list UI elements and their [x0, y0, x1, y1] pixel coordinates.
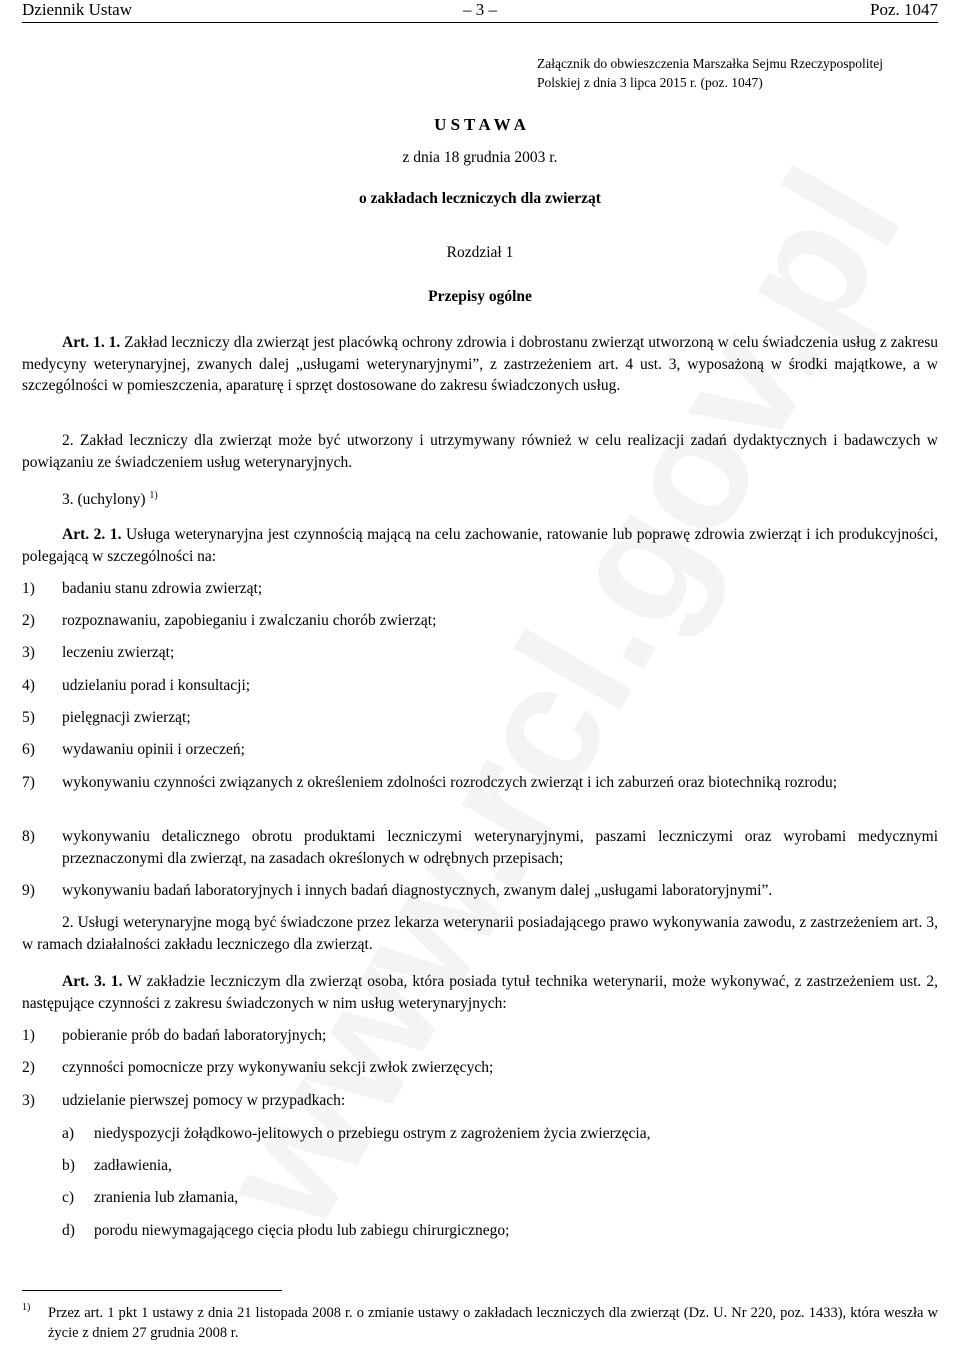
list-item-text: rozpoznawaniu, zapobieganiu i zwalczaniu chorób zwierząt; [62, 612, 437, 629]
list-item-text: wykonywaniu detalicznego obrotu produktami leczniczymi weterynaryjnymi, paszami leczniczymi oraz wyrobami medycznymi przeznaczonymi dla zwierząt, na zasadach określonych w odrębnych przepisach; [62, 828, 938, 867]
sub-list-item-letter: a) [62, 1125, 75, 1142]
art1-label: Art. 1. 1. [62, 334, 121, 351]
art1-para3-text: 3. (uchylony) [62, 491, 146, 509]
sub-list-item-letter: d) [62, 1222, 75, 1239]
page-header [22, 0, 938, 23]
sub-list-item [62, 1123, 938, 1145]
sub-list-item-text: zranienia lub złamania, [94, 1189, 239, 1206]
list-item-number: 6) [22, 741, 35, 758]
list-item-text: pielęgnacji zwierząt; [62, 709, 191, 726]
list-item-text: udzielaniu porad i konsultacji; [62, 677, 251, 694]
sub-list-item-text: zadławienia, [94, 1157, 172, 1174]
art1-para3 [22, 485, 938, 511]
art3-para1-text: W zakładzie leczniczym dla zwierząt osoba, która posiada tytuł technika weterynarii, może wykonywać, z zastrzeżeniem ust. 2, następujące czynności z zakresu świadczonych w nim usług weterynaryjnych: [22, 973, 938, 1012]
list-item-number: 1) [22, 1027, 35, 1044]
chapter-title: Przepisy ogólne [428, 288, 532, 305]
art2-label: Art. 2. 1. [62, 526, 122, 543]
list-item-number: 3) [22, 1092, 35, 1109]
list-item-number: 8) [22, 828, 35, 845]
list-item-number: 4) [22, 677, 35, 694]
sub-list-item [62, 1155, 938, 1177]
list-item-text: leczeniu zwierząt; [62, 644, 175, 661]
chapter-heading: Rozdział 1 [446, 244, 514, 261]
list-item-text: wydawaniu opinii i orzeczeń; [62, 741, 245, 758]
list-item [22, 772, 938, 794]
list-item [22, 610, 938, 632]
list-item-text: wykonywaniu czynności związanych z określeniem zdolności rozrodczych zwierząt i ich zaburzeń oraz biotechniką rozrodu; [62, 774, 838, 791]
art3-para1 [22, 971, 938, 1014]
art3-label: Art. 3. 1. [62, 973, 123, 990]
annex-line-2: Polskiej z dnia 3 lipca 2015 r. (poz. 1047) [537, 75, 763, 90]
page-number: – 3 – [463, 0, 497, 19]
list-item-text: czynności pomocnicze przy wykonywaniu sekcji zwłok zwierzęcych; [62, 1059, 494, 1076]
list-item-number: 3) [22, 644, 35, 661]
list-item [22, 1090, 938, 1112]
list-item-number: 1) [22, 580, 35, 597]
act-date: z dnia 18 grudnia 2003 r. [402, 149, 558, 166]
list-item [22, 826, 938, 869]
journal-name: Dziennik Ustaw [22, 0, 133, 19]
list-item-number: 7) [22, 774, 35, 791]
art2-para1-text: Usługa weterynaryjna jest czynnością mającą na celu zachowanie, ratowanie lub poprawę zdrowia zwierząt i ich produkcyjności, polegającą w szczególności na: [22, 526, 938, 565]
annex-note [537, 54, 937, 92]
list-item-number: 9) [22, 882, 35, 899]
footnote-mark: 1) [22, 1302, 31, 1313]
list-item [22, 1025, 938, 1047]
art2-para2: 2. Usługi weterynaryjne mogą być świadczone przez lekarza weterynarii posiadającego prawo wykonywania zawodu, z zastrzeżeniem art. 3, w ramach działalności zakładu leczniczego dla zwierząt. [22, 914, 938, 953]
list-item-number: 5) [22, 709, 35, 726]
list-item-text: udzielanie pierwszej pomocy w przypadkach: [62, 1092, 346, 1109]
act-title: o zakładach leczniczych dla zwierząt [359, 190, 601, 207]
position-number: Poz. 1047 [870, 0, 938, 19]
sub-list-item-letter: c) [62, 1189, 75, 1206]
art1-para2: 2. Zakład leczniczy dla zwierząt może być utworzony i utrzymywany również w celu realizacji zadań dydaktycznych i badawczych w powiązaniu ze świadczeniem usług weterynaryjnych. [22, 432, 938, 471]
sub-list-item [62, 1187, 938, 1209]
footnote-text: Przez art. 1 pkt 1 ustawy z dnia 21 listopada 2008 r. o zmianie ustawy o zakładach leczniczych dla zwierząt (Dz. U. Nr 220, poz. 1433), która weszła w życie z dniem 27 grudnia 2008 r. [48, 1305, 938, 1341]
footnote-ref[interactable]: 1) [149, 490, 158, 501]
list-item [22, 1057, 938, 1079]
sub-list-item-letter: b) [62, 1157, 75, 1174]
art1-para1 [22, 332, 938, 397]
list-item-number: 2) [22, 1059, 35, 1076]
sub-list-item-text: porodu niewymagającego cięcia płodu lub zabiegu chirurgicznego; [94, 1222, 510, 1239]
sub-list-item-text: niedyspozycji żołądkowo-jelitowych o przebiegu ostrym z zagrożeniem życia zwierzęcia, [94, 1125, 651, 1142]
list-item-text: badaniu stanu zdrowia zwierząt; [62, 580, 263, 597]
list-item-number: 2) [22, 612, 35, 629]
art2-para1 [22, 524, 938, 567]
art1-para1-text: Zakład leczniczy dla zwierząt jest placówką ochrony zdrowia i dobrostanu zwierząt utworzoną w celu świadczenia usług z zakresu medycyny weterynaryjnej, zwanych dalej „usługami weterynaryjnymi”, z zastrzeżeniem art. 4 ust. 3, wyposażoną w środki majątkowe, a w szczególności w pomieszczenia, aparaturę i sprzęt dostosowane do zakresu świadczonych usług. [22, 334, 939, 394]
list-item [22, 675, 938, 697]
footnote [22, 1303, 938, 1343]
sub-list-item [62, 1220, 938, 1242]
list-item [22, 880, 938, 902]
list-item-text: pobieranie prób do badań laboratoryjnych; [62, 1027, 327, 1044]
footnote-divider [22, 1290, 282, 1291]
list-item [22, 707, 938, 729]
act-type: U S T A W A [434, 115, 526, 134]
list-item [22, 578, 938, 600]
list-item-text: wykonywaniu badań laboratoryjnych i innych badań diagnostycznych, zwanym dalej „usługami laboratoryjnymi”. [62, 882, 773, 899]
annex-line-1: Załącznik do obwieszczenia Marszałka Sejmu Rzeczypospolitej [537, 56, 883, 71]
list-item [22, 642, 938, 664]
list-item [22, 739, 938, 761]
